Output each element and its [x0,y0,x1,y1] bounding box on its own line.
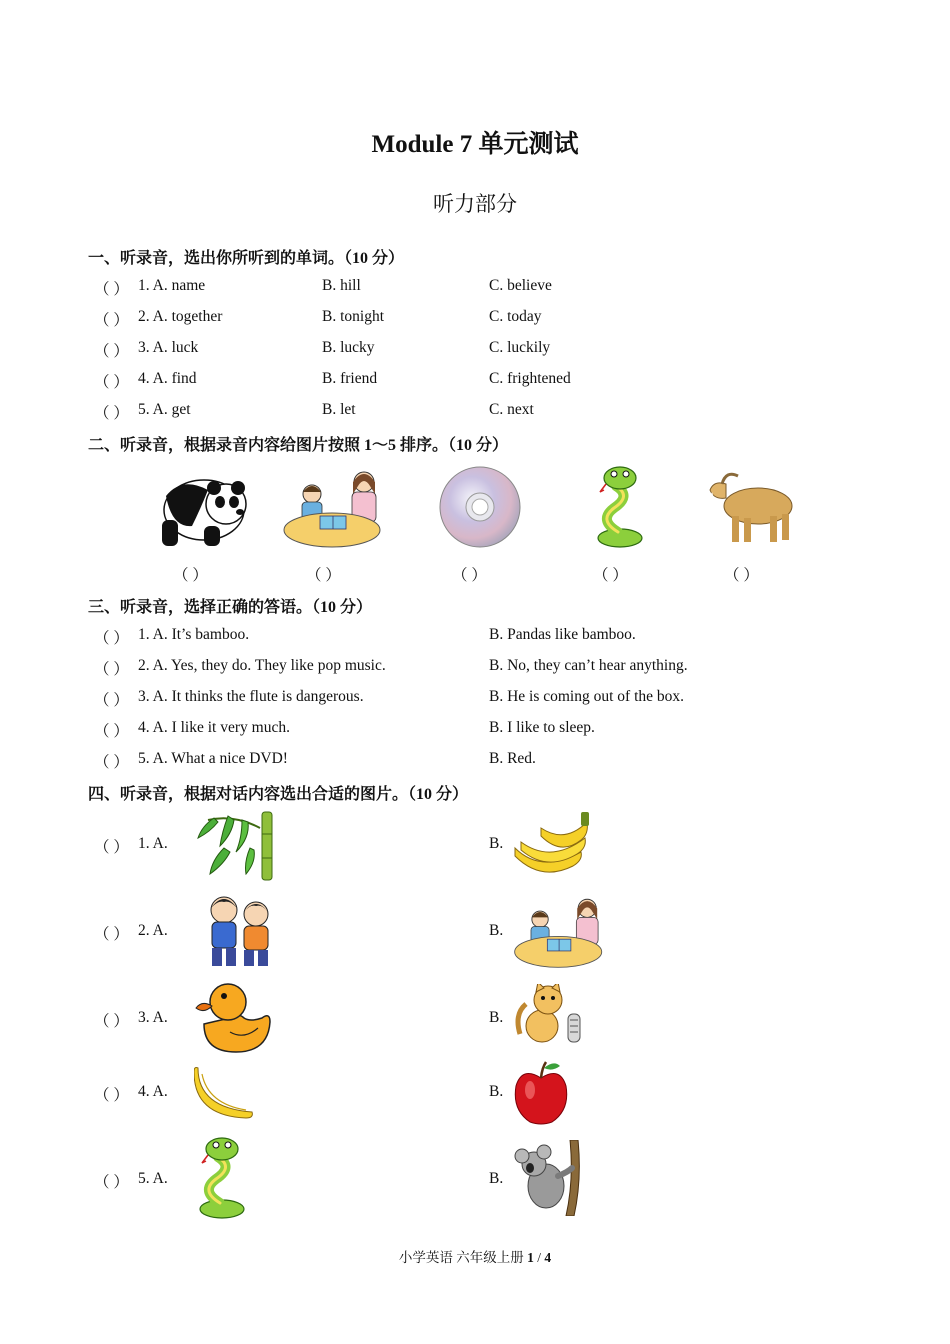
answer-blank[interactable]: （ ） [94,343,129,360]
option-b: B. let [322,401,356,418]
apple-icon [512,1060,570,1126]
s1-question-3 [0,339,950,361]
order-blank-1[interactable]: （ ） [173,567,208,584]
option-a: 4. A. I like it very much. [138,719,290,736]
option-a: 3. A. luck [138,339,199,356]
goat-icon [702,468,798,546]
answer-blank[interactable]: （ ） [94,374,129,391]
answer-blank[interactable]: （ ） [94,723,129,740]
option-c: C. believe [489,277,552,294]
option-b: B. [489,1083,504,1100]
option-a: 2. A. [138,922,168,939]
s3-question-2 [0,657,950,679]
order-blank-4[interactable]: （ ） [593,567,628,584]
boys-icon [198,892,280,972]
option-b: B. [489,1009,504,1026]
answer-blank[interactable]: （ ） [94,839,129,856]
page-total: 4 [544,1250,552,1265]
snake-icon [592,464,648,550]
option-b: B. tonight [322,308,385,325]
option-b: B. Pandas like bamboo. [489,626,636,643]
option-a: 4. A. find [138,370,197,387]
s4-question-5 [0,1170,950,1192]
page-subtitle: 听力部分 [433,192,517,216]
s4-question-1 [0,835,950,857]
people-at-table-icon [512,892,608,970]
s4-question-3 [0,1009,950,1031]
option-a: 1. A. name [138,277,206,294]
option-b: B. Red. [489,750,536,767]
section-1-heading: 一、听录音，选出你所听到的单词。（10 分） [88,250,405,267]
section-2-heading: 二、听录音，根据录音内容给图片按照 1～5 排序。（10 分） [88,437,509,454]
banana-icon [194,1064,258,1120]
answer-blank[interactable]: （ ） [94,1087,129,1104]
s1-question-4 [0,370,950,392]
bamboo-icon [194,808,282,882]
s1-question-5 [0,401,950,423]
option-c: C. luckily [489,339,551,356]
option-a: 2. A. Yes, they do. They like pop music. [138,657,386,674]
answer-blank[interactable]: （ ） [94,630,129,647]
answer-blank[interactable]: （ ） [94,405,129,422]
s3-question-3 [0,688,950,710]
order-blank-3[interactable]: （ ） [452,567,487,584]
option-a: 5. A. get [138,401,191,418]
order-blank-2[interactable]: （ ） [306,567,341,584]
option-a: 3. A. [138,1009,168,1026]
page-footer [0,1246,950,1266]
option-b: B. No, they can’t hear anything. [489,657,688,674]
s4-question-2 [0,922,950,944]
option-a: 2. A. together [138,308,223,325]
s1-question-2 [0,308,950,330]
page-separator: / [533,1250,545,1265]
duck-icon [194,978,274,1056]
answer-blank[interactable]: （ ） [94,1013,129,1030]
answer-blank[interactable]: （ ） [94,1174,129,1191]
s3-question-4 [0,719,950,741]
option-a: 5. A. What a nice DVD! [138,750,288,767]
option-a: 3. A. It thinks the flute is dangerous. [138,688,364,705]
cat-icon [512,984,588,1048]
page-number: 1 [527,1250,534,1265]
order-blank-5[interactable]: （ ） [724,567,759,584]
option-b: B. [489,835,504,852]
option-c: C. today [489,308,542,325]
footer-label: 小学英语 六年级上册 [398,1250,524,1265]
people-at-table-icon [282,464,386,550]
answer-blank[interactable]: （ ） [94,692,129,709]
option-a: 5. A. [138,1170,168,1187]
answer-blank[interactable]: （ ） [94,754,129,771]
s1-question-1 [0,277,950,299]
option-a: 1. A. [138,835,168,852]
option-c: C. next [489,401,534,418]
s3-question-5 [0,750,950,772]
option-b: B. hill [322,277,361,294]
option-b: B. He is coming out of the box. [489,688,685,705]
option-b: B. lucky [322,339,375,356]
option-b: B. [489,1170,504,1187]
cd-disc-icon [438,466,522,548]
bananas-icon [511,808,591,878]
snake-icon [194,1134,250,1222]
option-a: 1. A. It’s bamboo. [138,626,250,643]
s3-question-1 [0,626,950,648]
section-4-heading: 四、听录音，根据对话内容选出合适的图片。（10 分） [88,786,469,803]
option-a: 4. A. [138,1083,168,1100]
section-3-heading: 三、听录音，选择正确的答语。（10 分） [88,599,373,616]
option-b: B. [489,922,504,939]
panda-icon [152,466,250,548]
koala-icon [512,1140,584,1216]
option-b: B. friend [322,370,378,387]
answer-blank[interactable]: （ ） [94,926,129,943]
s4-question-4 [0,1083,950,1105]
answer-blank[interactable]: （ ） [94,281,129,298]
answer-blank[interactable]: （ ） [94,661,129,678]
answer-blank[interactable]: （ ） [94,312,129,329]
page-title: Module 7 单元测试 [371,131,579,158]
option-c: C. frightened [489,370,571,387]
option-b: B. I like to sleep. [489,719,595,736]
